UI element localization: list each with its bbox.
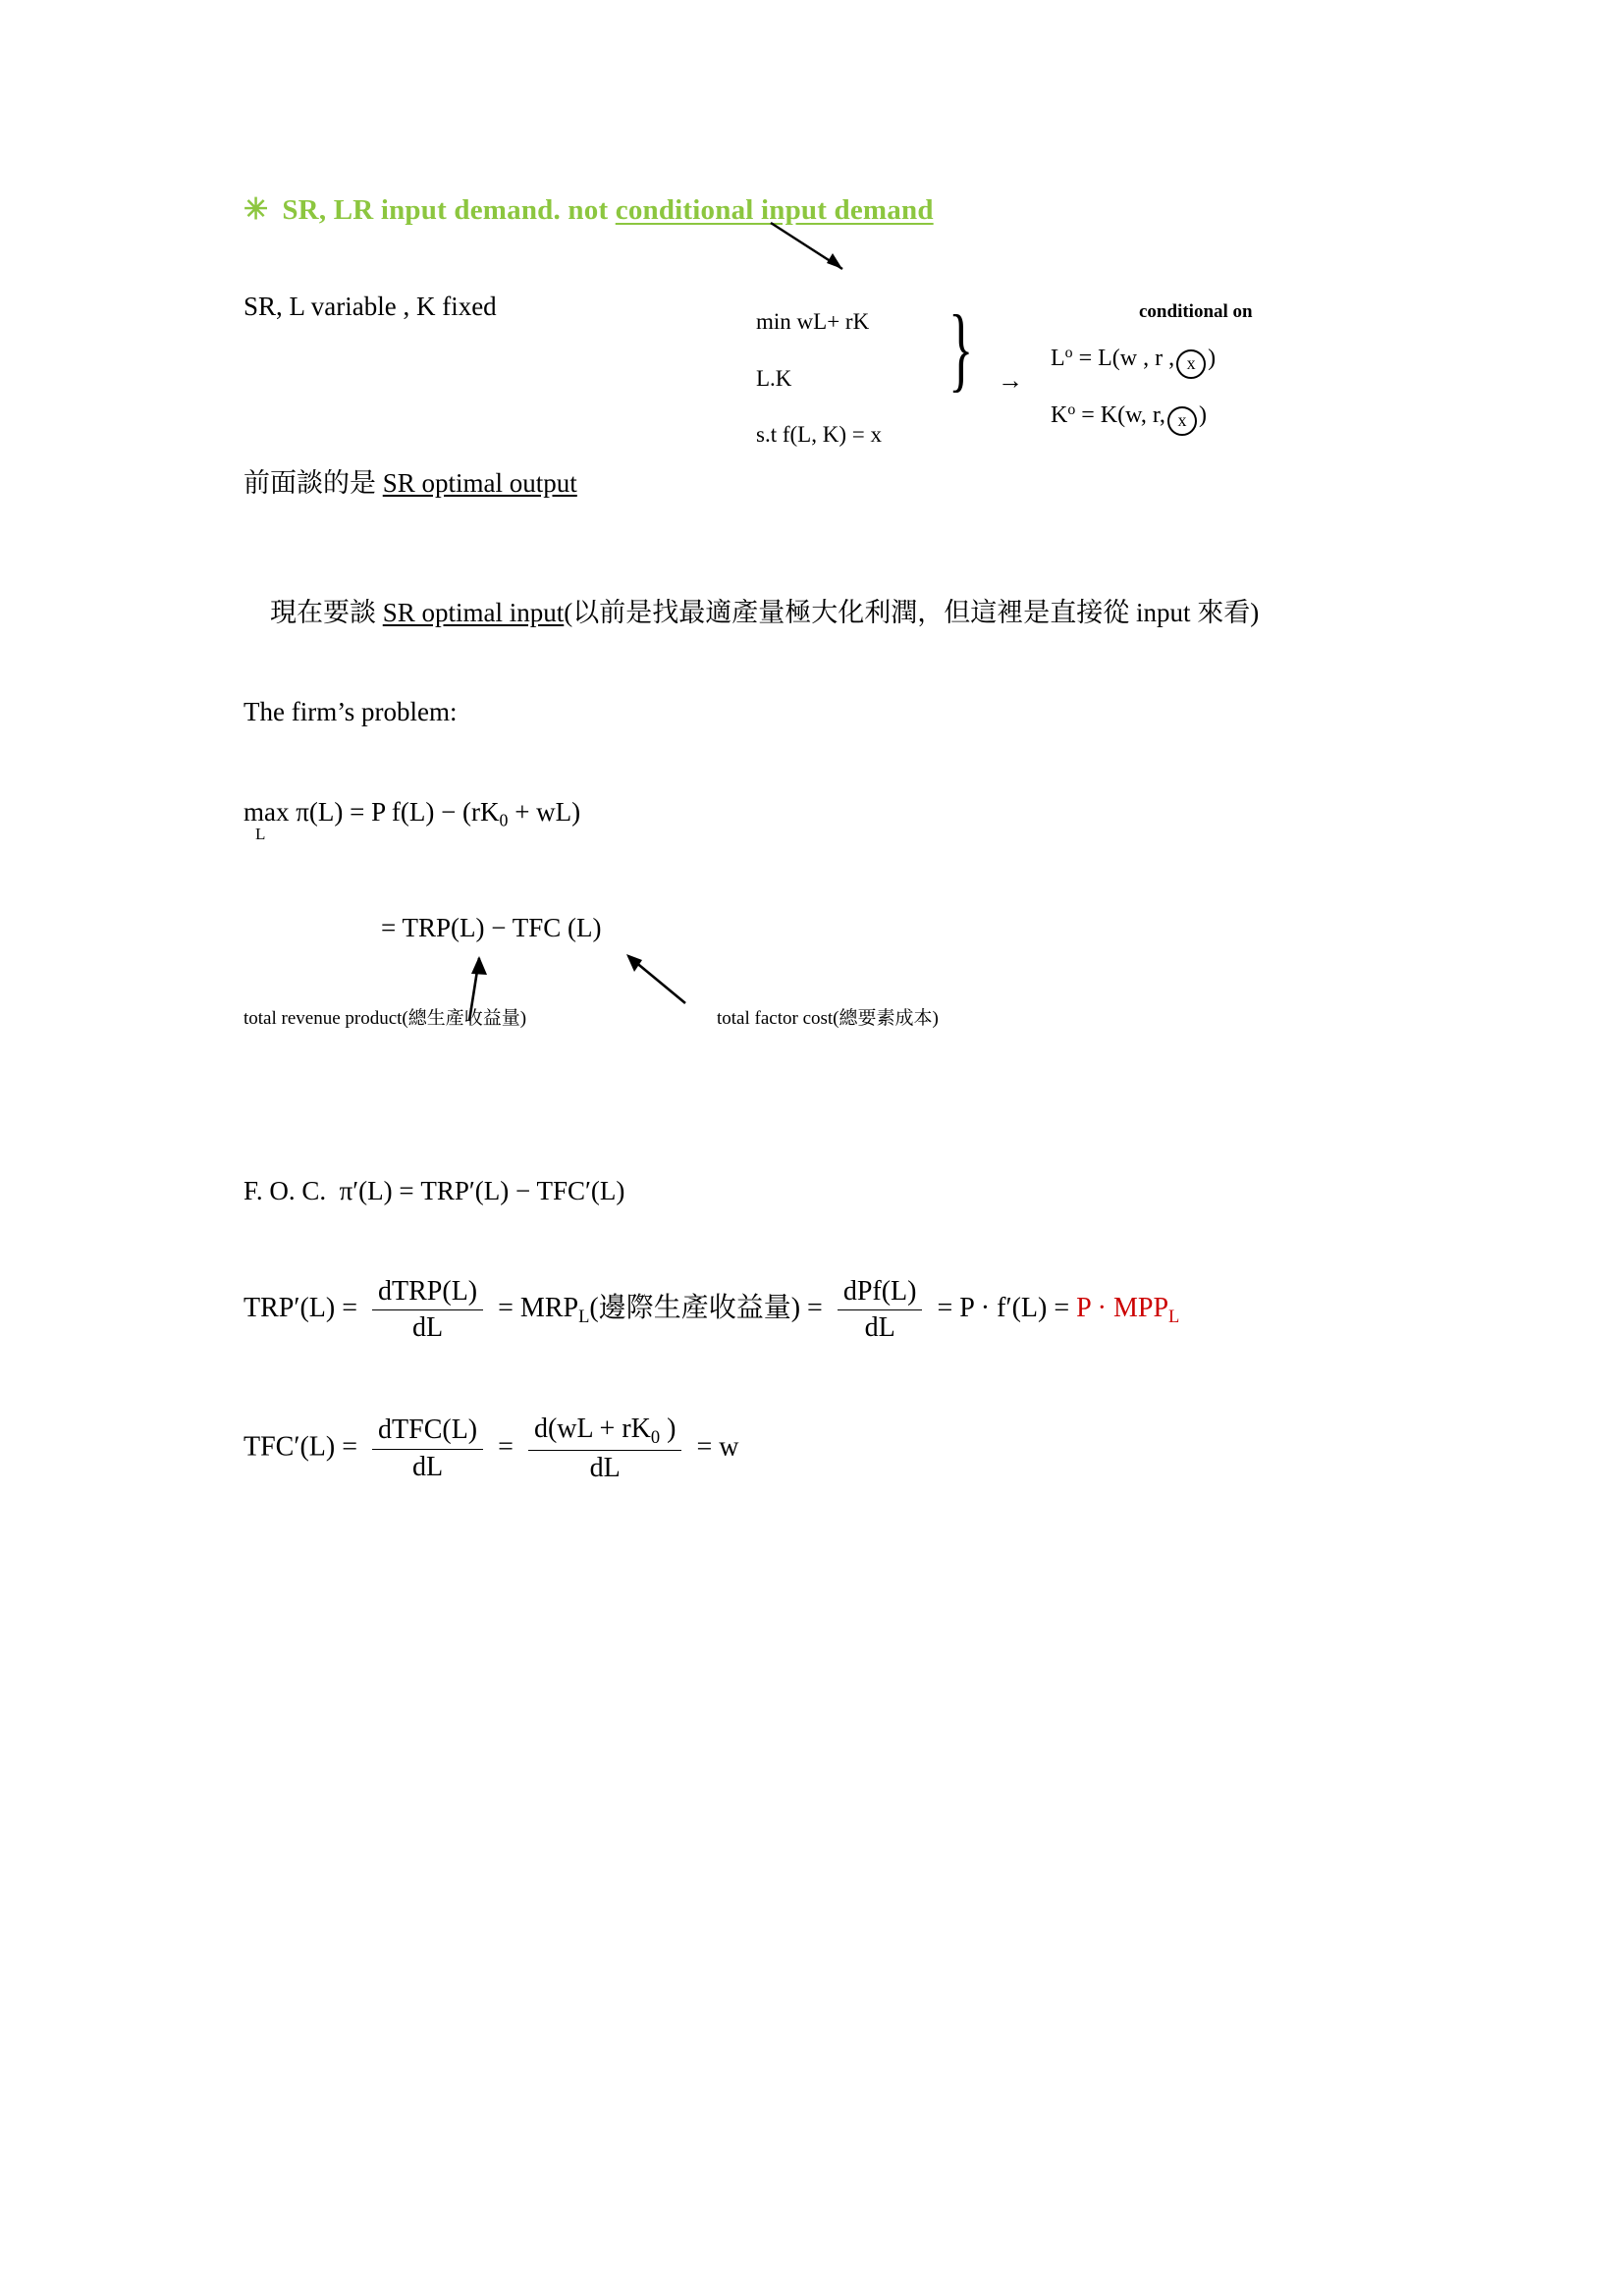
fraction-denominator: dL (372, 1309, 483, 1344)
fraction-denominator: dL (838, 1309, 923, 1344)
max-subscript: L (255, 825, 266, 843)
line-previous-underlined: SR optimal output (382, 468, 577, 498)
profit-expression: π(L) = P f(L) − (rK (289, 797, 500, 827)
L-superscript: o (1064, 345, 1073, 361)
fraction-dTFC-dL (372, 1415, 483, 1482)
tfc-derivative-result: = w (689, 1431, 739, 1463)
fraction-dPf-dL (838, 1276, 923, 1344)
fraction-numerator: dTRP(L) (378, 1276, 478, 1307)
K-expression: = K(w, r, (1075, 401, 1165, 428)
arrow-implies: → (998, 366, 1023, 395)
trp-minus-tfc-equation: = TRP(L) − TFC (L) (381, 913, 602, 942)
numerator-tail: ) (660, 1414, 677, 1444)
brace-icon: } (948, 295, 974, 400)
trp-derivative-equation (244, 1276, 1179, 1344)
line-previous-topic (244, 463, 577, 505)
p-times-mpp-highlight: P · MPP (1076, 1293, 1169, 1324)
fraction-denominator: dL (372, 1449, 483, 1483)
circled-x-L: x (1176, 349, 1206, 379)
heading-underlined-text: conditional input demand (615, 194, 934, 226)
K-close-paren: ) (1198, 401, 1207, 428)
fraction-numerator (528, 1414, 682, 1450)
foc-expression: π′(L) = TRP′(L) − TFC′(L) (339, 1176, 625, 1205)
numerator-subscript: 0 (650, 1426, 661, 1447)
cost-min-objective: min wL+ rK (756, 309, 870, 334)
line-current-topic (244, 552, 1402, 675)
max-operator: max (244, 797, 290, 827)
tfc-derivative-lhs: TFC′(L) = (244, 1431, 365, 1463)
numerator-main: d(wL + rK (533, 1414, 651, 1444)
line-previous-prefix: 前面談的是 (244, 468, 383, 498)
profit-max-equation (244, 797, 581, 843)
fraction-dTRP-dL (372, 1276, 483, 1344)
fraction-denominator: dL (528, 1450, 682, 1484)
line-now-rest: (以前是找最適產量極大化利潤，但這裡是直接從 input 來看) (564, 597, 1260, 627)
trp-derivative-lhs: TRP′(L) = (244, 1293, 365, 1324)
line-now-underlined: SR optimal input (382, 597, 565, 627)
K-zero-subscript: 0 (499, 810, 509, 830)
mrp-label: = MRP (491, 1293, 579, 1324)
annotation-total-revenue-product: total revenue product(總生產收益量) (244, 1008, 527, 1029)
mpp-subscript: L (1168, 1307, 1180, 1327)
conditional-demand-L (1051, 345, 1216, 379)
asterisk-icon: ✳ (244, 193, 269, 226)
arrow-to-tfc-annotation (619, 942, 707, 1021)
line-firms-problem: The firm’s problem: (244, 697, 458, 726)
circled-x-K: x (1167, 406, 1197, 436)
fraction-numerator: dTFC(L) (378, 1415, 478, 1446)
mrp-chinese-gloss: (邊際生產收益量) (589, 1293, 801, 1324)
tfc-derivative-equation (244, 1414, 738, 1484)
equals-sign: = (491, 1431, 520, 1463)
p-times-f-prime: = P · f′(L) = (930, 1293, 1077, 1324)
foc-label: F. O. C. (244, 1176, 327, 1205)
mrp-subscript: L (578, 1307, 590, 1327)
cost-min-constraint: s.t f(L, K) = x (756, 422, 882, 447)
line-sr-variable: SR, L variable , K fixed (244, 292, 497, 321)
fraction-dwLrK-dL (528, 1414, 682, 1484)
L-symbol: L (1051, 345, 1065, 371)
heading-text: SR, LR input demand. not (282, 194, 616, 226)
fraction-numerator: dPf(L) (842, 1276, 917, 1307)
line-now-prefix: 現在要談 (270, 597, 383, 627)
cost-min-choice-vars: L.K (756, 366, 792, 391)
conditional-demand-K (1051, 401, 1207, 436)
annotation-total-factor-cost: total factor cost(總要素成本) (717, 1008, 939, 1029)
K-superscript: o (1067, 401, 1076, 418)
L-close-paren: ) (1208, 345, 1217, 371)
K-symbol: K (1051, 401, 1068, 428)
arrow-heading-to-block (766, 218, 884, 287)
equals-sign: = (800, 1293, 830, 1324)
profit-expression-tail: + wL) (508, 797, 581, 827)
conditional-on-label: conditional on (1139, 301, 1253, 322)
first-order-condition (244, 1176, 624, 1206)
L-expression: = L(w , r , (1072, 345, 1175, 371)
